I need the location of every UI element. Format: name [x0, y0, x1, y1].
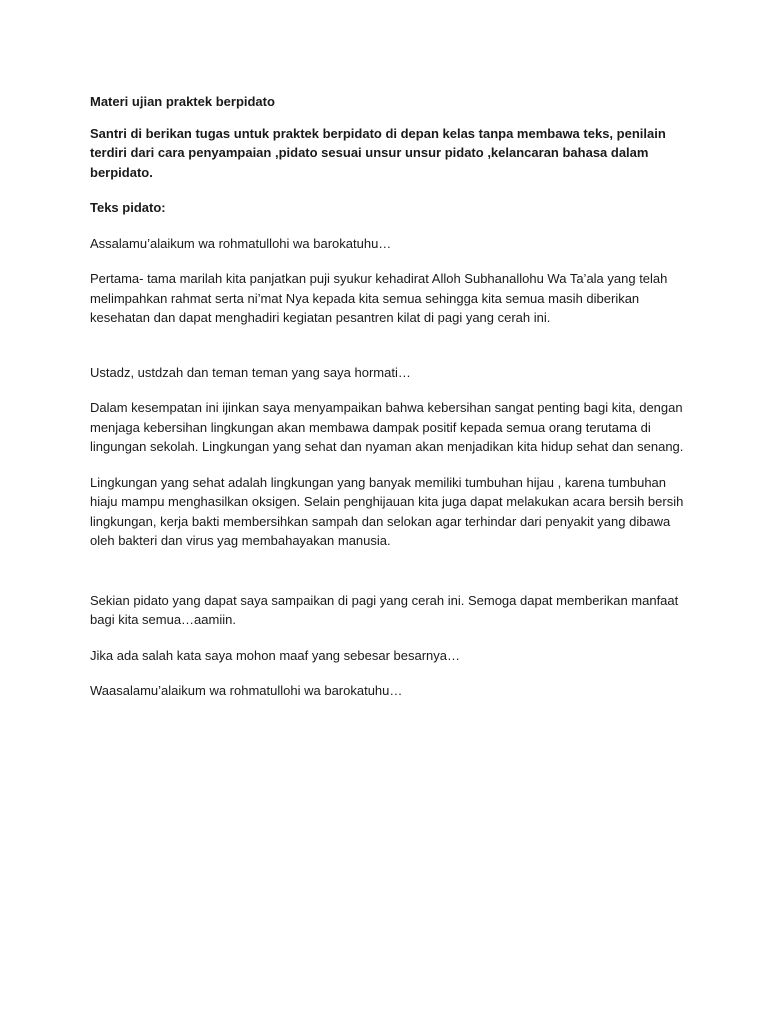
speech-paragraph-2: Dalam kesempatan ini ijinkan saya menyampaikan bahwa kebersihan sangat penting bagi kita, dengan menjaga kebersihan lingkungan akan membawa dampak positif kepada semua orang terutama di lingungan sekolah. Lingkungan yang sehat dan nyaman akan menjadikan kita hidup sehat dan senang.	[90, 400, 684, 454]
address-line: Ustadz, ustdzah dan teman teman yang saya hormati…	[90, 364, 411, 380]
closing-paragraph: Sekian pidato yang dapat saya sampaikan di pagi yang cerah ini. Semoga dapat memberikan manfaat bagi kita semua…aamiin.	[90, 592, 679, 627]
speech-paragraph-1: Pertama- tama marilah kita panjatkan puji syukur kehadirat Alloh Subhanallohu Wa Ta’ala yang telah melimpahkan rahmat serta ni’mat Nya kepada kita semua sehingga kita semua masih diberikan kesehatan dan dapat menghadiri kegiatan pesantren kilat di pagi yang cerah ini.	[90, 271, 668, 325]
document-title: Materi ujian praktek berpidato	[90, 94, 275, 109]
section-label: Teks pidato:	[90, 200, 166, 215]
intro-paragraph: Santri di berikan tugas untuk praktek berpidato di depan kelas tanpa membawa teks, penilain terdiri dari cara penyampaian ,pidato sesuai unsur unsur pidato ,kelancaran bahasa dalam berpidato.	[90, 125, 666, 180]
greeting-line: Assalamu’alaikum wa rohmatullohi wa barokatuhu…	[90, 235, 392, 251]
speech-paragraph-3: Lingkungan yang sehat adalah lingkungan yang banyak memiliki tumbuhan hijau , karena tumbuhan hiaju mampu menghasilkan oksigen. Selain penghijauan kita juga dapat melakukan acara bersih bersih lingkungan, kerja bakti membersihkan sampah dan selokan agar terhindar dari penyakit yang dibawa oleh bakteri dan virus yag membahayakan manusia.	[90, 474, 684, 548]
farewell-line: Waasalamu’alaikum wa rohmatullohi wa barokatuhu…	[90, 683, 403, 698]
apology-line: Jika ada salah kata saya mohon maaf yang sebesar besarnya…	[90, 647, 460, 663]
document-body	[90, 92, 690, 701]
